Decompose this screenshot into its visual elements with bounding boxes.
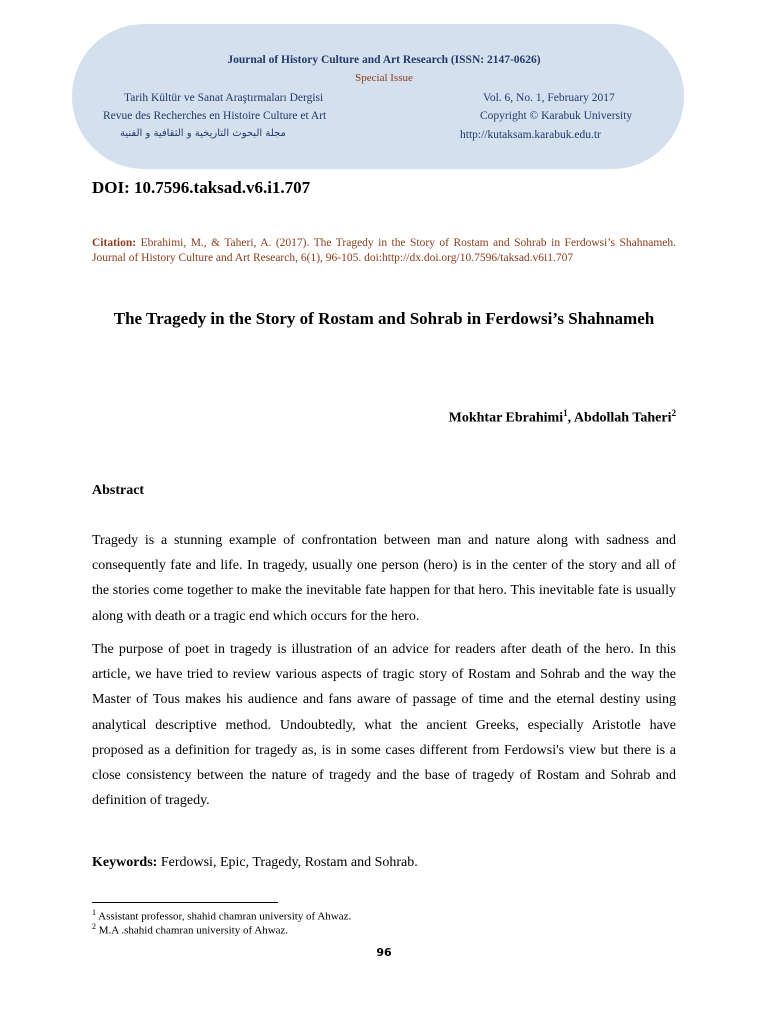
author-name: Abdollah Taheri: [573, 410, 672, 426]
page-number: 96: [376, 946, 392, 959]
keywords-line: [92, 855, 418, 871]
journal-turkish-name: Tarih Kültür ve Sanat Araştırmaları Dergisi: [124, 92, 324, 104]
citation-text: Ebrahimi, M., & Taheri, A. (2017). The Tragedy in the Story of Rostam and Sohrab in Ferdowsi’s Shahnameh. Journal of History Culture and Art Research, 6(1), 96-105. doi:http://dx.doi.org/10.7596/taksad.v6i1.707: [92, 237, 677, 264]
journal-french-name: Revue des Recherches en Histoire Culture et Art: [103, 110, 327, 122]
keywords-text: Ferdowsi, Epic, Tragedy, Rostam and Sohrab.: [157, 855, 418, 870]
footnote-number: 1: [92, 908, 96, 917]
copyright-notice: Copyright © Karabuk University: [480, 110, 633, 122]
footnote: [92, 908, 351, 923]
journal-name: Journal of History Culture and Art Research (ISSN: 2147-0626): [227, 54, 541, 66]
abstract-paragraph: The purpose of poet in tragedy is illustration of an advice for readers after death of the hero. In this article, we have tried to review various aspects of tragic story of Rostam and Sohrab and the way the Master of Tous makes his audience and fans aware of passage of time and the eternal destiny using analytical descriptive method. Undoubtedly, what the ancient Greeks, especially Aristotle have proposed as a definition for tragedy as, is in some cases different from Ferdowsi's view but there is a close consistency between the nature of tragedy and the base of tragedy of Rostam and Sohrab and definition of tragedy.: [92, 642, 676, 809]
author-name: Mokhtar Ebrahimi: [448, 410, 564, 426]
footnote-text: M.A .shahid chamran university of Ahwaz.: [96, 924, 289, 937]
citation-block: [92, 236, 676, 266]
affiliation-marker: 1: [563, 408, 568, 418]
footnote-number: 2: [92, 922, 96, 931]
footnote-text: Assistant professor, shahid chamran university of Ahwaz.: [96, 910, 352, 923]
footnote: [92, 922, 288, 937]
keywords-label: Keywords:: [92, 855, 158, 870]
doi-heading: DOI: 10.7596.taksad.v6.i1.707: [92, 178, 311, 197]
volume-info: Vol. 6, No. 1, February 2017: [483, 92, 615, 104]
special-issue-label: Special Issue: [355, 72, 413, 84]
author-separator: ,: [567, 410, 574, 426]
footnote-divider: [92, 902, 278, 903]
journal-url-link[interactable]: http://kutaksam.karabuk.edu.tr: [460, 129, 601, 141]
abstract-heading: Abstract: [92, 483, 145, 498]
paper-title: The Tragedy in the Story of Rostam and Sohrab in Ferdowsi’s Shahnameh: [113, 309, 655, 328]
citation-label: Citation:: [92, 237, 137, 249]
author-line: [449, 408, 676, 427]
affiliation-marker: 2: [671, 408, 676, 418]
journal-arabic-name: مجلة البحوث التاريخية و الثقافية و الفنية: [120, 128, 286, 139]
abstract-paragraph: Tragedy is a stunning example of confrontation between man and nature along with sadness and consequently fate and life. In tragedy, usually one person (hero) is in the center of the story and all of the stories come together to make the inevitable fate happen for that hero. This inevitable fate is usually along with death or a tragic end which occurs for the hero.: [92, 533, 676, 624]
